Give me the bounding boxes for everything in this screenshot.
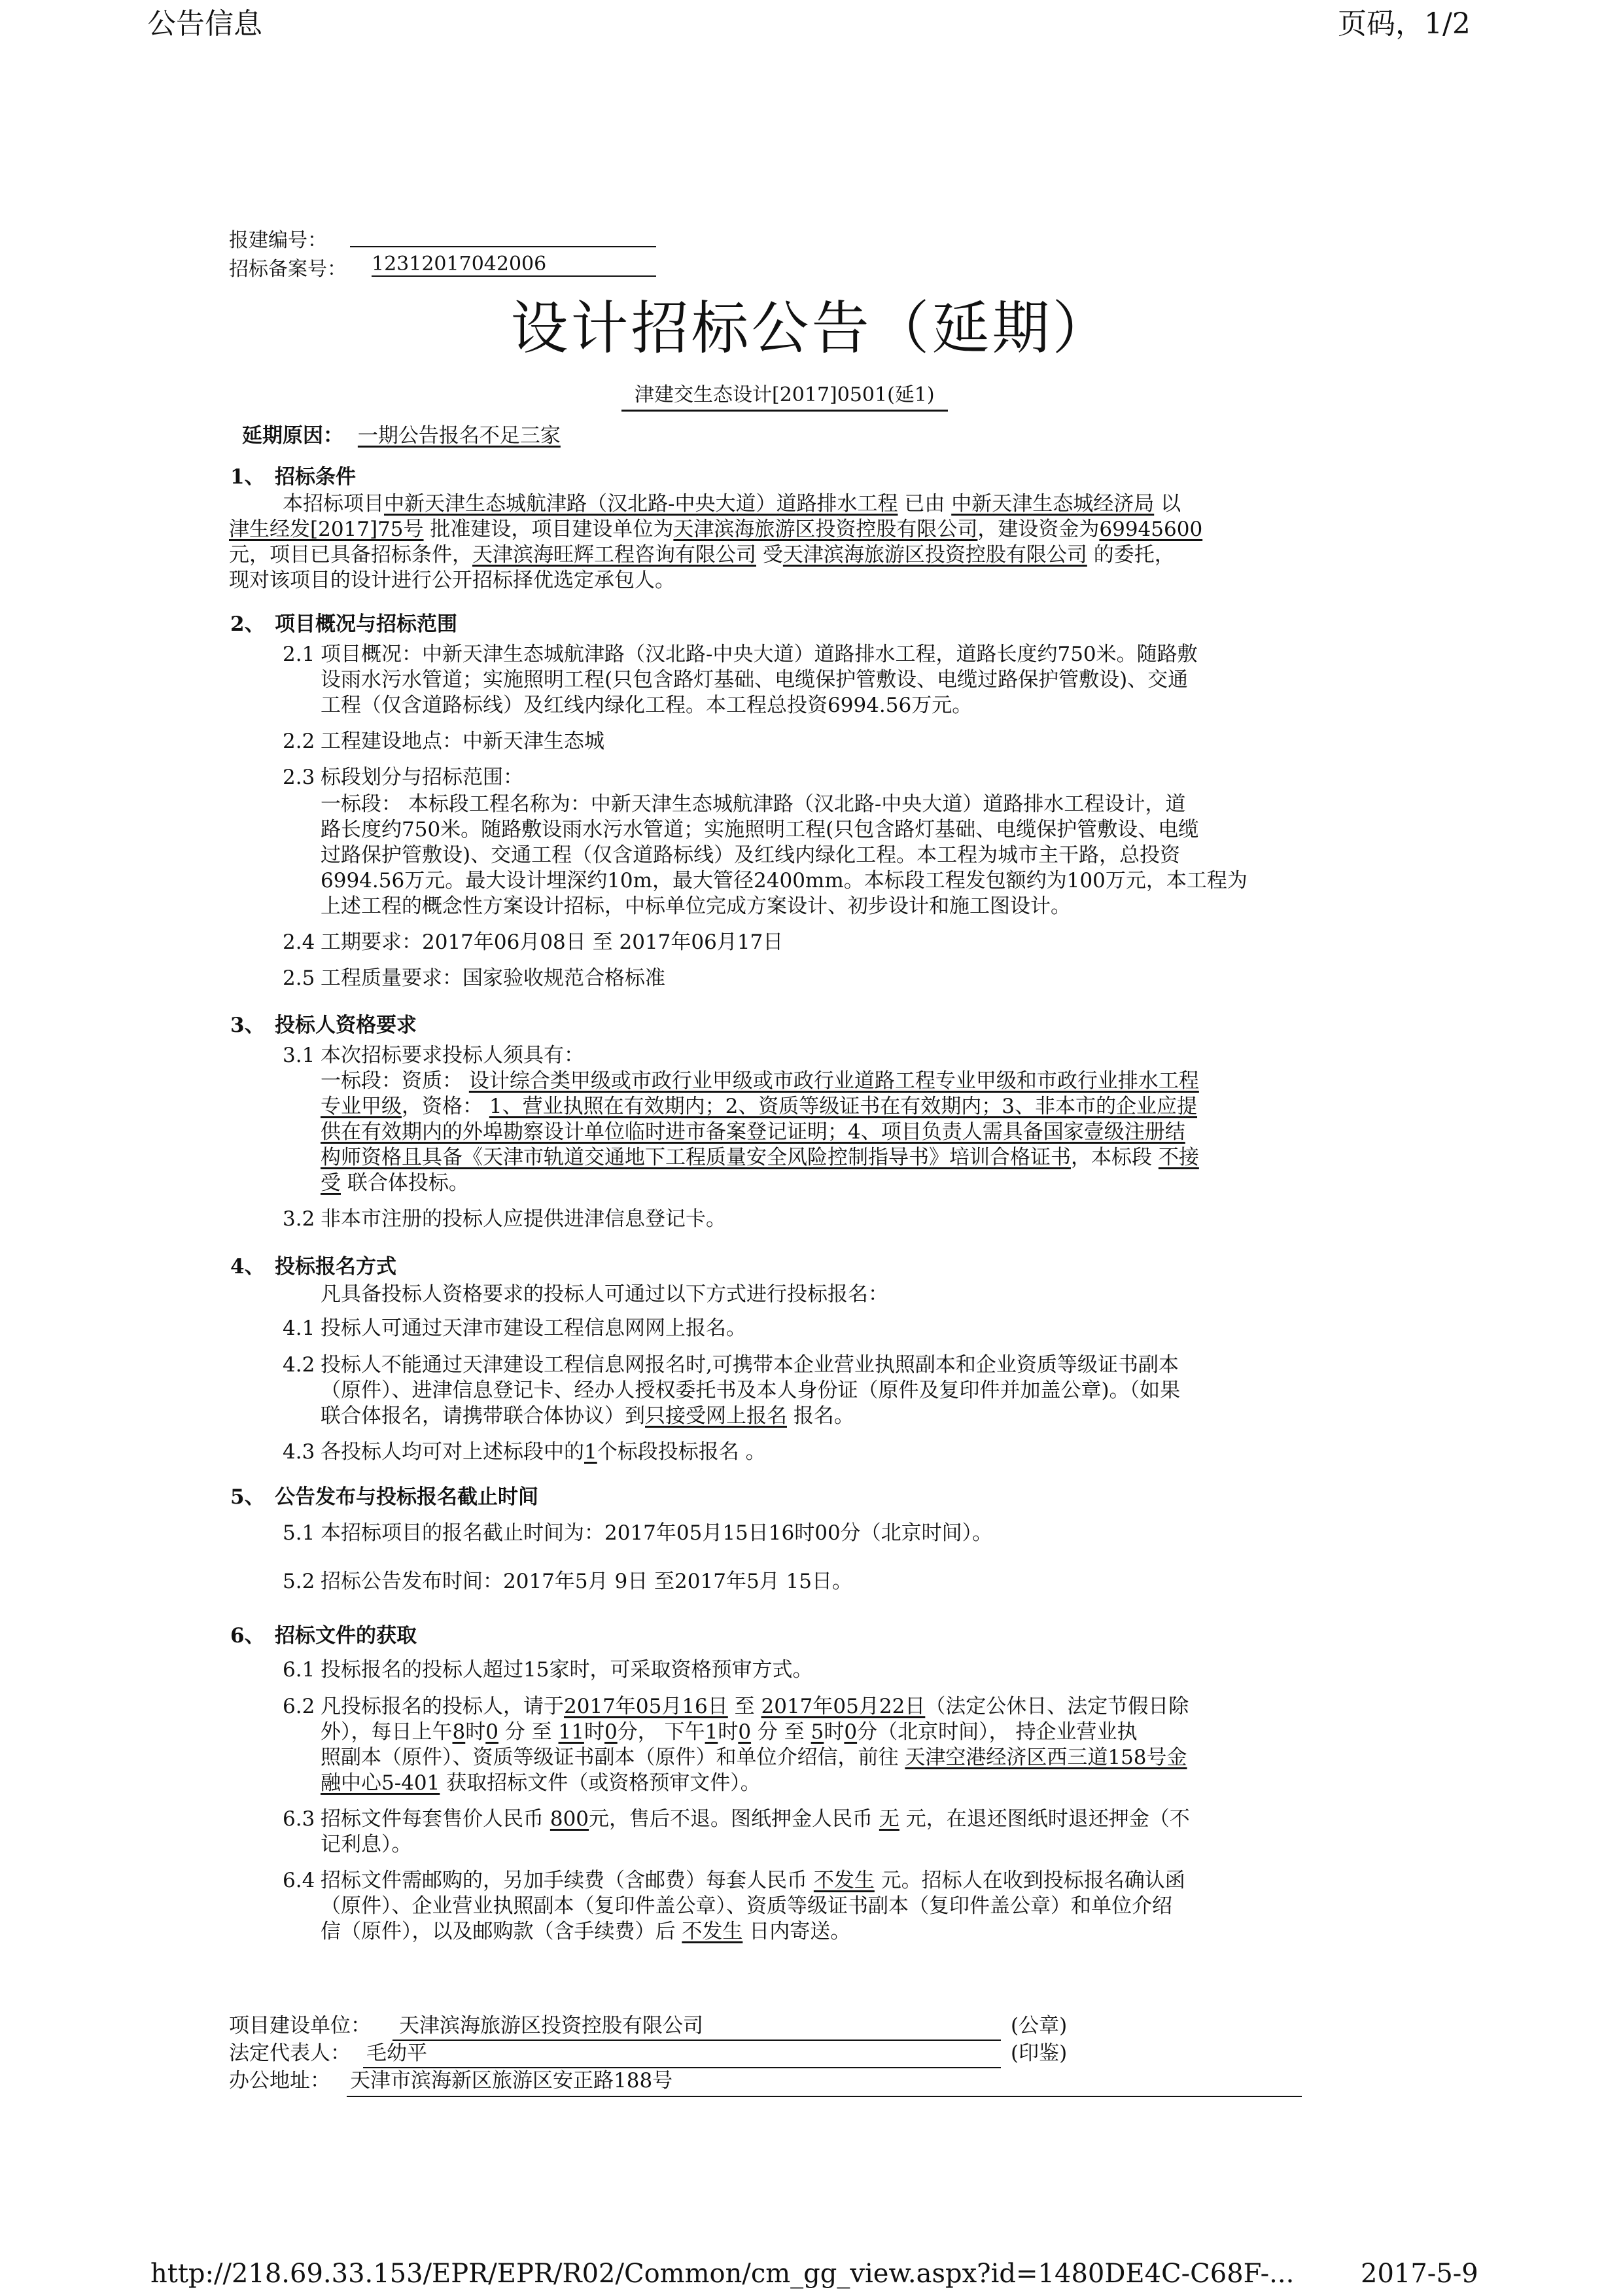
page-number: 页码，1/2	[1338, 7, 1471, 41]
project-name: 中新天津生态城航津路（汉北路-中央大道）道路排水工程	[384, 492, 898, 516]
section-5-number: 5、	[230, 1485, 265, 1509]
s4-text: 报名。	[793, 1404, 854, 1428]
owner-underline	[393, 2040, 1001, 2041]
hour: 1	[705, 1720, 718, 1744]
s1-text: 的委托，	[1093, 543, 1175, 567]
section-5-title: 公告发布与投标报名截止时间	[275, 1485, 538, 1509]
build-no-value	[350, 224, 656, 247]
item-4-1-number: 4.1	[283, 1316, 315, 1340]
s1-line-2	[229, 518, 1202, 542]
address-label: 办公地址：	[229, 2069, 330, 2093]
item-6-1-number: 6.1	[283, 1658, 315, 1682]
item-2-3: 标段划分与招标范围：	[321, 766, 523, 789]
s1-text: 以	[1161, 492, 1181, 516]
item-2-1-line-3: 工程（仅含道路标线）及红线内绿化工程。本工程总投资6994.56万元。	[321, 694, 973, 717]
s1-line-3	[229, 543, 1175, 567]
section-4-number: 4、	[230, 1255, 265, 1279]
s1-text: 元，项目已具备招标条件，	[229, 543, 472, 567]
consortium-flag: 不接	[1158, 1146, 1199, 1169]
s6-text: 元，售后不退。图纸押金人民币	[589, 1807, 873, 1831]
item-6-3-line-2: 记利息）。	[321, 1833, 412, 1856]
item-2-5-number: 2.5	[283, 966, 315, 990]
s4-text: 个标段投标报名 。	[597, 1440, 766, 1464]
item-6-3-line-1	[321, 1807, 1190, 1831]
owner-label: 项目建设单位：	[229, 2014, 371, 2038]
s4-text: 各投标人均可对上述标段中的	[321, 1440, 584, 1464]
s6-text: 元。招标人在收到投标报名确认函	[881, 1869, 1185, 1892]
mail-days: 不发生	[682, 1920, 743, 1943]
qual-line-1	[321, 1069, 1199, 1093]
s4-intro: 凡具备投标人资格要求的投标人可通过以下方式进行投标报名：	[321, 1282, 888, 1306]
item-3-2-number: 3.2	[283, 1207, 315, 1231]
s6-text: 照副本（原件）、资质等级证书副本（原件）和单位介绍信，前往	[321, 1746, 899, 1769]
section-2-title: 项目概况与招标范围	[275, 612, 457, 636]
s1-text: 批准建设，项目建设单位为	[430, 518, 674, 541]
s6-text: （法定公休日、法定节假日除	[925, 1695, 1189, 1718]
pickup-address: 天津空港经济区西三道158号金	[905, 1746, 1187, 1769]
item-4-3	[321, 1440, 766, 1464]
item-2-3-number: 2.3	[283, 766, 315, 789]
address-underline	[347, 2096, 1302, 2097]
lot-1-line-2: 路长度约750米。随路敷设雨水污水管道；实施照明工程(只包含路灯基础、电缆保护管敷设、电缆	[321, 818, 1199, 841]
filing-no-label: 招标备案号：	[229, 258, 347, 281]
s6-text: 分（北京时间）， 持企业营业执	[857, 1720, 1138, 1744]
build-no-label: 报建编号：	[229, 229, 327, 252]
qual-line-3	[321, 1120, 1185, 1144]
rep-value: 毛幼平	[366, 2041, 427, 2065]
item-6-4-line-1	[321, 1869, 1185, 1893]
item-2-1-number: 2.1	[283, 643, 315, 666]
start-date: 2017年05月16日	[564, 1695, 728, 1718]
document-number: 津建交生态设计[2017]0501(延1)	[621, 378, 948, 412]
item-3-1-number: 3.1	[283, 1044, 315, 1067]
minute: 0	[485, 1720, 498, 1744]
s6-text: 分 至	[504, 1720, 552, 1744]
item-4-2-number: 4.2	[283, 1353, 315, 1377]
section-1-number: 1、	[230, 465, 265, 489]
s6-text: 分 至	[757, 1720, 805, 1744]
item-6-1: 投标报名的投标人超过15家时，可采取资格预审方式。	[321, 1658, 813, 1682]
s6-text: 元，在退还图纸时退还押金（不	[905, 1807, 1190, 1831]
address-value: 天津市滨海新区旅游区安正路188号	[350, 2069, 673, 2093]
qual-text: ，资格：	[402, 1095, 483, 1118]
item-6-4-number: 6.4	[283, 1869, 315, 1892]
item-4-2-line-1: 投标人不能通过天津建设工程信息网报名时,可携带本企业营业执照副本和企业资质等级证书副本	[321, 1353, 1179, 1377]
s6-text: 时	[465, 1720, 486, 1744]
s6-text: 外），每日上午	[321, 1720, 453, 1744]
section-6-title: 招标文件的获取	[275, 1624, 417, 1648]
notice-title: 设计招标公告（延期）	[510, 294, 1113, 362]
approval-doc: 津生经发[2017]75号	[229, 518, 424, 541]
section-4-title: 投标报名方式	[275, 1255, 396, 1279]
footer-date: 2017-5-9	[1361, 2259, 1478, 2289]
delay-reason-label: 延期原因：	[242, 424, 343, 448]
section-3-title: 投标人资格要求	[275, 1014, 417, 1037]
page-header-title: 公告信息	[147, 7, 262, 41]
item-6-4-line-3	[321, 1920, 850, 1944]
qual-text: 一标段：资质：	[321, 1069, 462, 1093]
qual-line-5	[321, 1171, 469, 1195]
delay-reason-value: 一期公告报名不足三家	[357, 424, 561, 448]
item-6-2-number: 6.2	[283, 1695, 315, 1718]
lot-1-line-3: 过路保护管敷设)、交通工程（仅含道路标线）及红线内绿化工程。本工程为城市主干路，总投资	[321, 843, 1181, 867]
rep-label: 法定代表人：	[229, 2041, 351, 2065]
s6-text: 时	[824, 1720, 845, 1744]
s1-text: 本招标项目	[283, 492, 384, 516]
footer-url: http://218.69.33.153/EPR/EPR/R02/Common/cm_gg_view.aspx?id=1480DE4C-C68F-...	[150, 2259, 1295, 2289]
item-3-2: 非本市注册的投标人应提供进津信息登记卡。	[321, 1207, 726, 1231]
qual-requirement: 1、营业执照在有效期内；2、资质等级证书在有效期内；3、非本市的企业应提	[489, 1095, 1198, 1118]
item-6-3-number: 6.3	[283, 1807, 315, 1831]
fund-amount: 69945600	[1099, 518, 1203, 541]
registration-place: 只接受网上报名	[645, 1404, 787, 1428]
delay-reason	[242, 424, 561, 448]
item-6-2-line-1	[321, 1695, 1189, 1719]
s6-text: 获取招标文件（或资格预审文件）。	[446, 1771, 761, 1795]
owner-name: 天津滨海旅游区投资控股有限公司	[782, 543, 1087, 567]
minute: 0	[604, 1720, 618, 1744]
item-2-2-number: 2.2	[283, 730, 315, 753]
pickup-address: 融中心5-401	[321, 1771, 440, 1795]
lot-1-line-5: 上述工程的概念性方案设计招标，中标单位完成方案设计、初步设计和施工图设计。	[321, 894, 1071, 918]
s6-text: 至	[734, 1695, 755, 1718]
owner-name: 天津滨海旅游区投资控股有限公司	[673, 518, 978, 541]
lot-1-line-1: 一标段： 本标段工程名称为：中新天津生态城航津路（汉北路-中央大道）道路排水工程设计，道	[321, 792, 1186, 816]
item-2-2: 工程建设地点：中新天津生态城	[321, 730, 604, 753]
section-1-title: 招标条件	[275, 465, 356, 489]
item-2-1-line-1: 项目概况：中新天津生态城航津路（汉北路-中央大道）道路排水工程，道路长度约750米。随路敷	[321, 643, 1198, 666]
item-3-1: 本次招标要求投标人须具有：	[321, 1044, 584, 1067]
item-4-1: 投标人可通过天津市建设工程信息网网上报名。	[321, 1316, 746, 1340]
s1-line-4: 现对该项目的设计进行公开招标择优选定承包人。	[229, 569, 675, 592]
end-date: 2017年05月22日	[761, 1695, 926, 1718]
section-3-number: 3、	[230, 1014, 265, 1037]
rep-underline	[363, 2067, 1001, 2068]
hour: 11	[558, 1720, 584, 1744]
minute: 0	[844, 1720, 858, 1744]
s6-text: 招标文件每套售价人民币	[321, 1807, 544, 1831]
item-6-2-line-3	[321, 1746, 1187, 1770]
item-6-4-line-2: （原件）、企业营业执照副本（复印件盖公章）、资质等级证书副本（复印件盖公章）和单位介绍	[321, 1894, 1172, 1918]
item-5-1-number: 5.1	[283, 1521, 315, 1545]
mail-fee: 不发生	[813, 1869, 875, 1892]
hour: 8	[452, 1720, 466, 1744]
s6-text: 日内寄送。	[749, 1920, 851, 1943]
s6-text: 时	[584, 1720, 604, 1744]
item-4-2-line-3	[321, 1404, 854, 1428]
owner-seal: (公章)	[1011, 2014, 1068, 2038]
item-6-2-line-4	[321, 1771, 761, 1795]
item-2-5: 工程质量要求：国家验收规范合格标准	[321, 966, 665, 990]
item-4-2-line-2: （原件）、进津信息登记卡、经办人授权委托书及本人身份证（原件及复印件并加盖公章)。（如果	[321, 1379, 1181, 1402]
item-5-2-number: 5.2	[283, 1570, 315, 1593]
minute: 0	[738, 1720, 752, 1744]
qual-requirement: 供在有效期内的外埠勘察设计单位临时进市备案登记证明；4、项目负责人需具备国家壹级注册结	[321, 1120, 1185, 1144]
s1-text: 受	[762, 543, 783, 567]
s1-line-1	[283, 492, 1181, 516]
lot-count: 1	[584, 1440, 597, 1464]
s1-text: ，建设资金为	[977, 518, 1100, 541]
s6-text: 时	[718, 1720, 739, 1744]
qual-text: 联合体投标。	[347, 1171, 469, 1195]
filing-no-value: 12312017042006	[372, 253, 656, 277]
s4-text: 联合体报名，请携带联合体协议）到	[321, 1404, 645, 1428]
section-2-number: 2、	[230, 612, 265, 636]
item-4-3-number: 4.3	[283, 1440, 315, 1464]
item-2-4-number: 2.4	[283, 930, 315, 954]
s6-text: 凡投标报名的投标人，请于	[321, 1695, 564, 1718]
document-price: 800	[550, 1807, 589, 1831]
hour: 5	[811, 1720, 824, 1744]
s1-text: 已由	[904, 492, 945, 516]
item-2-1-line-2: 设雨水污水管道；实施照明工程(只包含路灯基础、电缆保护管敷设、电缆过路保护管敷设)、交通	[321, 668, 1189, 692]
qual-line-2	[321, 1095, 1197, 1119]
approver: 中新天津生态城经济局	[951, 492, 1155, 516]
s6-text: 信（原件），以及邮购款（含手续费）后	[321, 1920, 676, 1943]
qual-requirement: 构师资格且具备《天津市轨道交通地下工程质量安全风险控制指导书》培训合格证书	[321, 1146, 1071, 1169]
qual-line-4	[321, 1146, 1199, 1170]
section-6-number: 6、	[230, 1624, 265, 1648]
lot-1-line-4: 6994.56万元。最大设计埋深约10m，最大管径2400mm。本标段工程发包额约为100万元，本工程为	[321, 869, 1248, 892]
owner-value: 天津滨海旅游区投资控股有限公司	[399, 2014, 703, 2038]
consortium-flag: 受	[321, 1171, 341, 1195]
rep-seal: (印鉴)	[1011, 2041, 1068, 2065]
qual-requirement: 设计综合类甲级或市政行业甲级或市政行业道路工程专业甲级和市政行业排水工程	[468, 1069, 1199, 1093]
drawing-deposit: 无	[879, 1807, 899, 1831]
s6-text: 分， 下午	[617, 1720, 705, 1744]
s6-text: 招标文件需邮购的，另加手续费（含邮费）每套人民币	[321, 1869, 807, 1892]
item-5-2: 招标公告发布时间：2017年5月 9日 至2017年5月 15日。	[321, 1570, 852, 1593]
agent-name: 天津滨海旺辉工程咨询有限公司	[472, 543, 756, 567]
item-6-2-line-2	[321, 1720, 1137, 1744]
qual-text: ，本标段	[1071, 1146, 1152, 1169]
item-5-1: 本招标项目的报名截止时间为：2017年05月15日16时00分（北京时间）。	[321, 1521, 993, 1545]
qual-requirement: 专业甲级	[321, 1095, 402, 1118]
item-2-4: 工期要求：2017年06月08日 至 2017年06月17日	[321, 930, 784, 954]
